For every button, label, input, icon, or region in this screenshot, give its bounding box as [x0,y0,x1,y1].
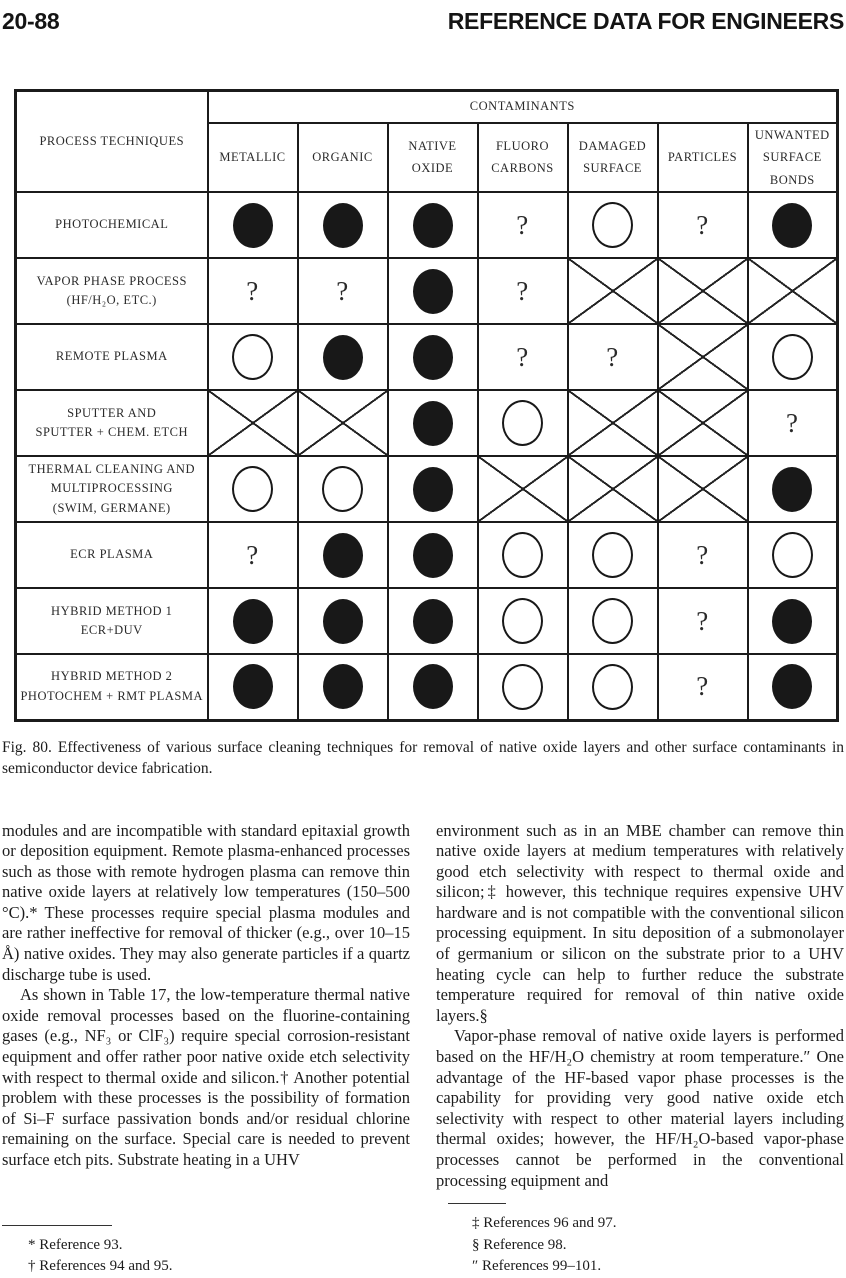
filled-circle-symbol [323,664,363,709]
open-symbol-cell [478,390,568,456]
table-row [16,390,838,456]
body-text [2,821,844,1278]
filled-symbol-cell [388,390,478,456]
filled-circle-symbol [772,203,812,248]
process-technique-label: SPUTTER AND SPUTTER + CHEM. ETCH [16,390,208,456]
question-mark-symbol: ? [336,275,349,306]
x-mark-cell [478,456,568,522]
filled-symbol-cell [298,588,388,654]
process-technique-label: ECR PLASMA [16,522,208,588]
left-footnotes [2,1225,410,1278]
filled-symbol-cell [208,192,298,258]
corner-header: PROCESS TECHNIQUES [16,91,208,193]
filled-circle-symbol [413,664,453,709]
right-footnotes [436,1203,844,1278]
question-symbol-cell [208,258,298,324]
filled-circle-symbol [233,664,273,709]
open-circle-symbol [502,400,543,446]
table-group-header-row [16,91,838,123]
table-row [16,192,838,258]
filled-circle-symbol [323,335,363,380]
filled-circle-symbol [413,203,453,248]
footnote: § Reference 98. [472,1236,567,1253]
process-technique-label: HYBRID METHOD 2 PHOTOCHEM + RMT PLASMA [16,654,208,720]
table-row [16,522,838,588]
column-header-unwanted-surface-bonds: UNWANTED SURFACE BONDS [748,123,838,193]
open-symbol-cell [208,456,298,522]
footnote: ‡ References 96 and 97. [472,1215,617,1231]
filled-symbol-cell [208,654,298,720]
footnote: * Reference 93. [28,1236,123,1253]
open-circle-symbol [502,664,543,710]
question-symbol-cell [658,588,748,654]
filled-symbol-cell [748,456,838,522]
question-mark-symbol: ? [606,341,619,372]
x-mark-cell [658,258,748,324]
question-symbol-cell [208,522,298,588]
question-symbol-cell [298,258,388,324]
question-mark-symbol: ? [696,671,709,702]
contaminants-group-header: CONTAMINANTS [208,91,838,123]
right-column [436,821,844,1278]
question-mark-symbol: ? [786,407,799,438]
x-mark-cell [568,456,658,522]
open-symbol-cell [568,588,658,654]
page-title: REFERENCE DATA FOR ENGINEERS [447,8,844,34]
column-header-damaged-surface: DAMAGED SURFACE [568,123,658,193]
filled-circle-symbol [323,203,363,248]
column-header-metallic: METALLIC [208,123,298,193]
open-circle-symbol [322,466,363,512]
question-symbol-cell [658,192,748,258]
question-mark-symbol: ? [516,275,529,306]
filled-circle-symbol [772,467,812,512]
filled-symbol-cell [298,324,388,390]
question-mark-symbol: ? [516,341,529,372]
question-symbol-cell [478,192,568,258]
filled-symbol-cell [388,654,478,720]
filled-symbol-cell [388,192,478,258]
open-symbol-cell [748,522,838,588]
figure-caption: Fig. 80. Effectiveness of various surface cleaning techniques for removal of native oxide layers and other surface contaminants in semiconductor device fabrication. [2,738,844,777]
page-header [0,0,846,35]
question-symbol-cell [478,324,568,390]
left-column [2,821,410,1278]
question-mark-symbol: ? [246,275,259,306]
filled-symbol-cell [298,192,388,258]
paragraph: Vapor-phase removal of native oxide layers is performed based on the HF/H₂O chemistry at room temperature.″ One advantage of the HF-based vapor phase processes is the capability for providing very good native oxide etch selectivity with respect to other material layers including thermal oxides; however, the HF/H₂O-based vapor-phase processes cannot be performed in the conventional processing equipment and [436,1026,844,1190]
filled-symbol-cell [388,258,478,324]
footnote-rule [448,1203,506,1204]
x-mark-cell [208,390,298,456]
open-symbol-cell [568,654,658,720]
question-mark-symbol: ? [696,539,709,570]
filled-circle-symbol [413,533,453,578]
filled-symbol-cell [388,456,478,522]
table-row [16,588,838,654]
question-symbol-cell [748,390,838,456]
x-mark-cell [298,390,388,456]
open-circle-symbol [592,202,633,248]
filled-symbol-cell [298,654,388,720]
question-symbol-cell [658,654,748,720]
open-circle-symbol [592,598,633,644]
open-circle-symbol [592,664,633,710]
open-circle-symbol [232,334,273,380]
open-circle-symbol [502,598,543,644]
open-symbol-cell [478,522,568,588]
process-technique-label: HYBRID METHOD 1 ECR+DUV [16,588,208,654]
open-symbol-cell [478,654,568,720]
open-symbol-cell [568,522,658,588]
process-technique-label: REMOTE PLASMA [16,324,208,390]
open-symbol-cell [748,324,838,390]
paragraph: environment such as in an MBE chamber can remove thin native oxide layers at medium temperatures with relatively good etch selectivity with respect to thermal oxide and silicon;‡ however, this technique requires expensive UHV hardware and is not compatible with the conventional silicon processing equipment. In situ deposition of a submonolayer of germanium or silicon on the substrate prior to a UHV heating cycle can help to further reduce the substrate temperature required for removal of thin native oxide layers.§ [436,820,844,1025]
filled-circle-symbol [323,533,363,578]
filled-circle-symbol [413,269,453,314]
table-row [16,258,838,324]
table-row [16,654,838,720]
filled-symbol-cell [748,588,838,654]
process-technique-label: PHOTOCHEMICAL [16,192,208,258]
x-mark-cell [658,324,748,390]
open-circle-symbol [772,334,813,380]
filled-symbol-cell [388,522,478,588]
column-header-native-oxide: NATIVE OXIDE [388,123,478,193]
filled-symbol-cell [388,588,478,654]
filled-circle-symbol [413,335,453,380]
footnote: ″ References 99–101. [472,1258,602,1274]
open-circle-symbol [232,466,273,512]
question-mark-symbol: ? [246,539,259,570]
page-number: 20-88 [2,8,60,34]
footnote: † References 94 and 95. [28,1258,173,1274]
process-technique-label: VAPOR PHASE PROCESS (HF/H₂O, ETC.) [16,258,208,324]
filled-symbol-cell [298,522,388,588]
x-mark-cell [568,390,658,456]
filled-circle-symbol [413,467,453,512]
open-circle-symbol [592,532,633,578]
x-mark-cell [748,258,838,324]
footnote-rule [2,1225,112,1226]
table-row [16,324,838,390]
question-symbol-cell [658,522,748,588]
paragraph: As shown in Table 17, the low-temperature thermal native oxide removal processes based on the fluorine-containing gases (e.g., NF₃ or ClF₃) require special corrosion-resistant equipment and offer rather poor native oxide etch selectivity with respect to thermal oxide and silicon.† Another potential problem with these processes is the possibility of formation of Si–F surface passivation bonds and/or residual chlorine remaining on the surface. Special care is needed to prevent surface etch pits. Substrate heating in a UHV [2,985,410,1169]
x-mark-cell [658,390,748,456]
filled-symbol-cell [388,324,478,390]
question-symbol-cell [568,324,658,390]
filled-circle-symbol [323,599,363,644]
open-circle-symbol [502,532,543,578]
question-mark-symbol: ? [696,209,709,240]
question-symbol-cell [478,258,568,324]
filled-symbol-cell [208,588,298,654]
figure-80-table [14,89,839,722]
column-header-fluoro-carbons: FLUORO CARBONS [478,123,568,193]
filled-symbol-cell [748,654,838,720]
open-symbol-cell [478,588,568,654]
filled-circle-symbol [233,203,273,248]
open-symbol-cell [568,192,658,258]
question-mark-symbol: ? [516,209,529,240]
paragraph: modules and are incompatible with standard epitaxial growth or deposition equipment. Remote plasma-enhanced processes such as those with remote hydrogen plasma can remove thin native oxide layers at relatively low temperatures (150–500 °C).* These processes require special plasma modules and are rather ineffective for removal of thicker (e.g., over 10–15 Å) native oxides. They may also generate particles if a quartz discharge tube is used. [2,820,410,984]
column-header-organic: ORGANIC [298,123,388,193]
open-symbol-cell [298,456,388,522]
process-technique-label: THERMAL CLEANING AND MULTIPROCESSING (SWIM, GERMANE) [16,456,208,522]
filled-symbol-cell [748,192,838,258]
filled-circle-symbol [772,664,812,709]
filled-circle-symbol [772,599,812,644]
question-mark-symbol: ? [696,605,709,636]
filled-circle-symbol [413,401,453,446]
open-symbol-cell [208,324,298,390]
table-row [16,456,838,522]
filled-circle-symbol [233,599,273,644]
x-mark-cell [568,258,658,324]
column-header-particles: PARTICLES [658,123,748,193]
filled-circle-symbol [413,599,453,644]
x-mark-cell [658,456,748,522]
open-circle-symbol [772,532,813,578]
